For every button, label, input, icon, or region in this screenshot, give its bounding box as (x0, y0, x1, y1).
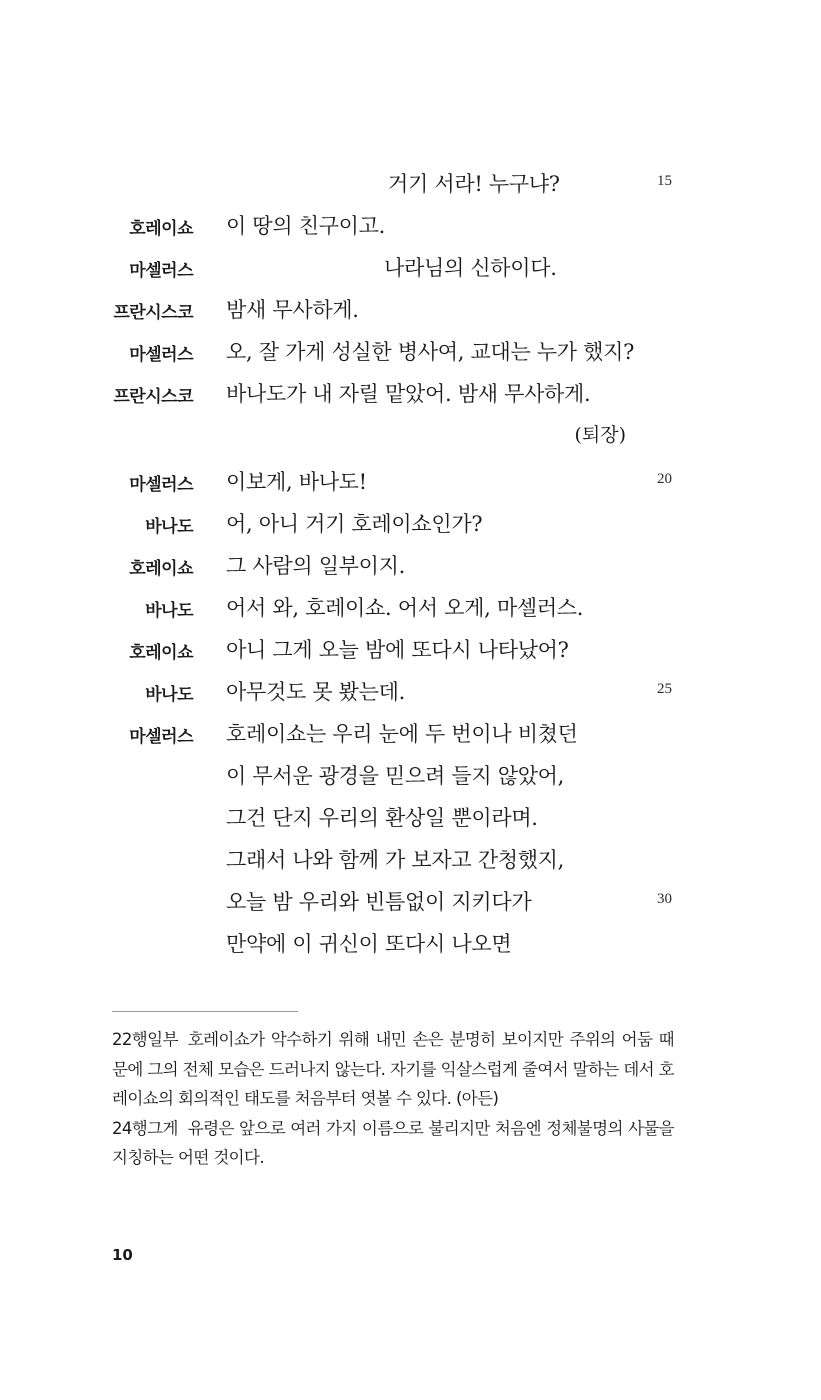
footnote-divider (112, 1011, 298, 1012)
dialogue-line: 거기 서라! 누구냐? (388, 172, 560, 196)
dialogue-line: 어, 아니 거기 호레이쇼인가? (226, 512, 483, 536)
speaker-label: 호레이쇼 (129, 559, 193, 579)
line-number: 30 (657, 891, 672, 907)
footnote (112, 1025, 674, 1114)
script-row (0, 630, 821, 672)
dialogue-line: 어서 와, 호레이쇼. 어서 오게, 마셀러스. (226, 596, 584, 620)
line-number: 15 (657, 173, 672, 189)
speaker-label: 프란시스코 (113, 387, 193, 407)
speaker-label: 호레이쇼 (129, 219, 193, 239)
page-number: 10 (112, 1246, 133, 1264)
dialogue-line: 밤새 무사하게. (226, 298, 359, 322)
script-row (0, 840, 821, 882)
line-number: 20 (657, 471, 672, 487)
dialogue-line: 아무것도 못 봤는데. (226, 680, 406, 704)
dialogue-line: 아니 그게 오늘 밤에 또다시 나타났어? (226, 638, 569, 662)
footnote-text: 유령은 앞으로 여러 가지 이름으로 불리지만 처음엔 정체불명의 사물을 지칭하는 어떤 것이다. (112, 1118, 674, 1167)
script-row (0, 546, 821, 588)
dialogue-line: 나라님의 신하이다. (384, 256, 557, 280)
script-row (0, 714, 821, 756)
footnote-text: 호레이쇼가 악수하기 위해 내민 손은 분명히 보이지만 주위의 어둠 때문에 그의 전체 모습은 드러나지 않는다. 자기를 익살스럽게 줄여서 말하는 데서 호레이쇼의 회의적인 태도를 처음부터 엿볼 수 있다. (아든) (112, 1030, 674, 1108)
footnote-label: 24행그게 (112, 1118, 178, 1138)
script-row (0, 462, 821, 504)
script-row (0, 588, 821, 630)
dialogue-line: 그 사람의 일부이지. (226, 554, 406, 578)
footnote (112, 1114, 674, 1173)
footnotes (112, 1025, 674, 1173)
script-row (0, 924, 821, 966)
footnote-label: 22행일부 (112, 1030, 178, 1049)
dialogue-line: 오늘 밤 우리와 빈틈없이 지키다가 (226, 890, 532, 914)
line-number: 25 (657, 681, 672, 697)
dialogue-line: 그래서 나와 함께 가 보자고 간청했지, (226, 848, 565, 872)
script-row (0, 290, 821, 332)
stage-direction: (퇴장) (574, 424, 626, 446)
dialogue-line: 그건 단지 우리의 환상일 뿐이라며. (226, 806, 538, 830)
speaker-label: 호레이쇼 (129, 643, 193, 663)
speaker-label: 마셀러스 (129, 475, 193, 495)
script-row (0, 164, 821, 206)
speaker-label: 프란시스코 (113, 303, 193, 323)
speaker-label: 바나도 (145, 685, 193, 705)
script-row (0, 756, 821, 798)
script-row (0, 504, 821, 546)
script-row (0, 374, 821, 416)
dialogue-line: 이 땅의 친구이고. (226, 214, 386, 238)
script-row (0, 882, 821, 924)
speaker-label: 바나도 (145, 601, 193, 621)
play-script (0, 164, 821, 966)
dialogue-line: 오, 잘 가게 성실한 병사여, 교대는 누가 했지? (226, 340, 635, 364)
dialogue-line: 호레이쇼는 우리 눈에 두 번이나 비쳤던 (226, 722, 578, 746)
speaker-label: 바나도 (145, 517, 193, 537)
dialogue-line: 이보게, 바나도! (226, 470, 367, 494)
script-row (0, 332, 821, 374)
speaker-label: 마셀러스 (129, 261, 193, 281)
script-row (0, 248, 821, 290)
dialogue-line: 만약에 이 귀신이 또다시 나오면 (226, 932, 512, 956)
stage-direction-row (0, 416, 821, 462)
script-row (0, 672, 821, 714)
dialogue-line: 이 무서운 광경을 믿으려 들지 않았어, (226, 764, 565, 788)
speaker-label: 마셀러스 (129, 345, 193, 365)
dialogue-line: 바나도가 내 자릴 맡았어. 밤새 무사하게. (226, 382, 591, 406)
script-row (0, 206, 821, 248)
script-row (0, 798, 821, 840)
speaker-label: 마셀러스 (129, 727, 193, 747)
